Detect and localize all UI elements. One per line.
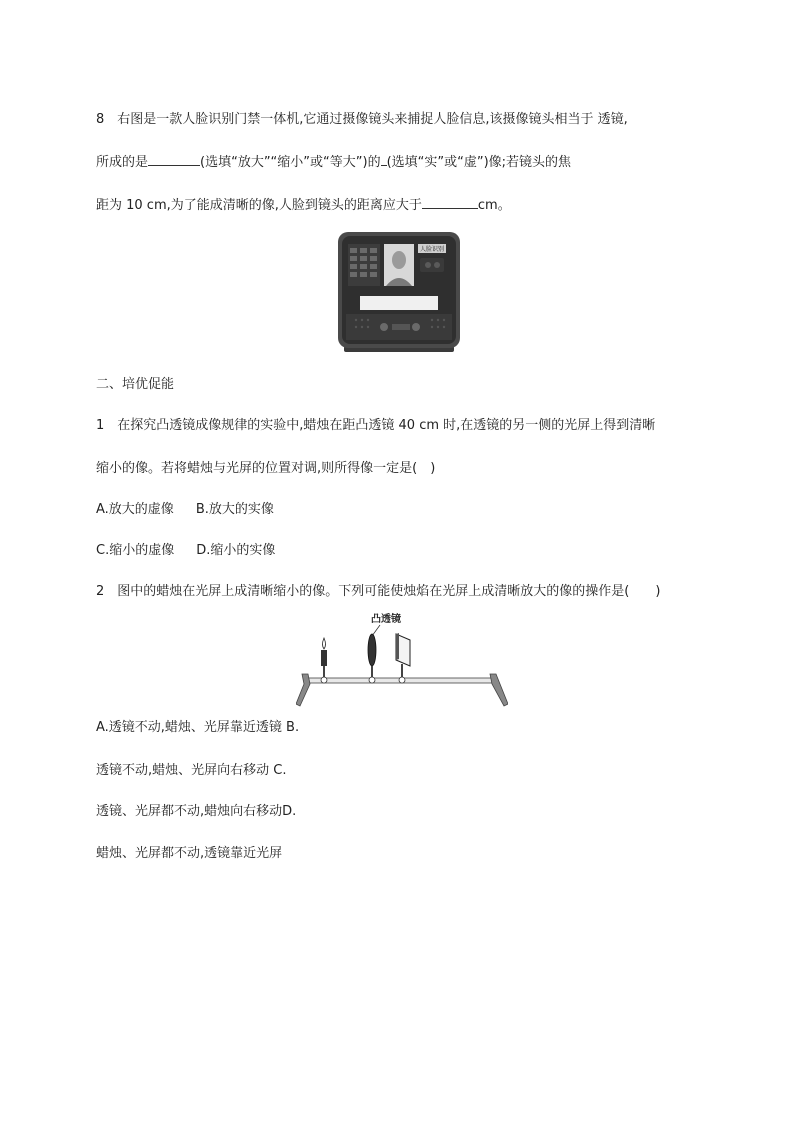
q2-answer-line-1: A.透镜不动,蜡烛、光屏靠近透镜 B.: [96, 720, 300, 735]
camera-lens-icon: [412, 323, 420, 331]
q8-line-3-text-a: 距为 10 cm,为了能成清晰的像,人脸到镜头的距离应大于: [96, 198, 422, 213]
q8-line-2-text-c: (选填“实”或“虚”)像;若镜头的焦: [386, 155, 572, 170]
q1-option-a: A.放大的虚像: [96, 502, 174, 517]
brand-label: 人脸识别: [419, 246, 445, 253]
face-recognition-device-image: [336, 230, 462, 354]
q1-options-row-2: [96, 543, 275, 559]
screen-holder: [401, 664, 403, 678]
lens-label: 凸透镜: [371, 614, 401, 625]
q2-answer-line-3: 透镜、光屏都不动,蜡烛向右移动D.: [96, 804, 297, 819]
light-screen-edge: [396, 633, 399, 660]
candle-body: [321, 650, 327, 666]
q8-line-2-text-a: 所成的是: [96, 155, 149, 170]
q8-line-2-text-b: (选填“放大”“缩小”或“等大”)的: [200, 155, 381, 170]
q8-blank-1: [148, 152, 200, 166]
card-slot: [360, 296, 438, 310]
candle-holder: [323, 666, 325, 678]
q2-line-1: 2 图中的蜡烛在光屏上成清晰缩小的像。下列可能使烛焰在光屏上成清晰放大的像的操作是( ): [96, 584, 661, 599]
face-icon: [392, 251, 406, 269]
sensor-icon: [434, 262, 440, 268]
q2-answer-line-2: 透镜不动,蜡烛、光屏向右移动 C.: [96, 763, 287, 778]
screen-base-icon: [399, 677, 405, 683]
optical-bench-figure: [296, 608, 508, 712]
sensor-panel: [420, 258, 444, 272]
q2-answer-line-4: 蜡烛、光屏都不动,透镜靠近光屏: [96, 846, 283, 861]
q8-blank-3: [422, 195, 478, 209]
q1-option-d: D.缩小的实像: [196, 543, 276, 558]
q1-option-b: B.放大的实像: [195, 502, 274, 517]
q8-line-3: [96, 195, 511, 214]
camera-lens-icon: [380, 323, 388, 331]
q1-options-row-1: [96, 502, 274, 518]
sensor-icon: [425, 262, 431, 268]
bench-left-leg: [296, 674, 310, 706]
candle-flame-icon: [323, 638, 326, 649]
convex-lens-icon: [368, 634, 376, 666]
q8-line-2: [96, 152, 571, 171]
candle-base-icon: [321, 677, 327, 683]
q1-line-2: 缩小的像。若将蜡烛与光屏的位置对调,则所得像一定是( ): [96, 461, 436, 476]
q8-line-3-text-b: cm。: [477, 198, 511, 213]
lower-logo: [392, 324, 410, 330]
q1-line-1: 1 在探究凸透镜成像规律的实验中,蜡烛在距凸透镜 40 cm 时,在透镜的另一侧的光屏上得到清晰: [96, 418, 656, 433]
bench-right-leg: [490, 674, 508, 706]
lens-base-icon: [369, 677, 375, 683]
q8-line-1: 8 右图是一款人脸识别门禁一体机,它通过摄像镜头来捕捉人脸信息,该摄像镜头相当于 透镜,: [96, 112, 628, 127]
q1-option-c: C.缩小的虚像: [96, 543, 175, 558]
section-title: 二、培优促能: [96, 377, 175, 392]
lens-holder: [371, 666, 373, 678]
